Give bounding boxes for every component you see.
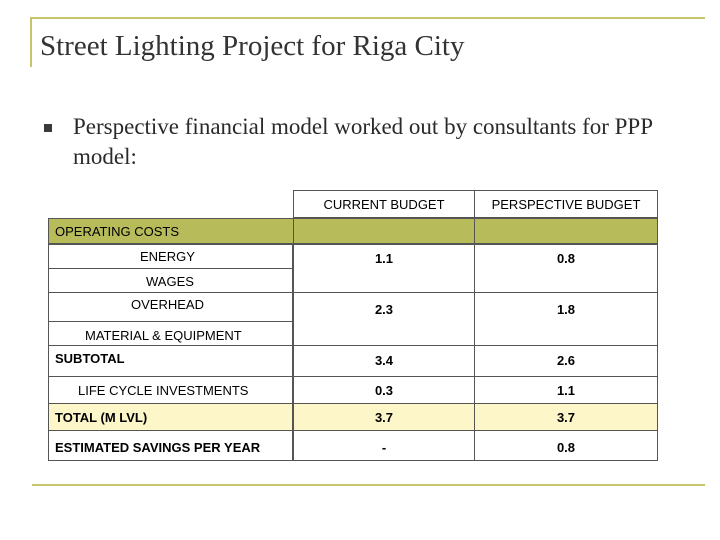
overhead-perspective-cell [474, 292, 658, 346]
total-perspective-value: 3.7 [556, 410, 576, 425]
header-perspective-label: PERSPECTIVE BUDGET [491, 197, 641, 212]
savings-current-value: - [381, 440, 387, 455]
overhead-current-value: 2.3 [374, 302, 394, 317]
savings-label: ESTIMATED SAVINGS PER YEAR [55, 440, 261, 455]
wages-label: WAGES [146, 274, 194, 289]
overhead-current-cell [293, 292, 475, 346]
energy-perspective-value: 0.8 [556, 251, 576, 266]
section-current [293, 218, 475, 244]
slide-title: Street Lighting Project for Riga City [40, 30, 465, 62]
overhead-perspective-value: 1.8 [556, 302, 576, 317]
energy-label: ENERGY [140, 249, 195, 264]
energy-current-value: 1.1 [374, 251, 394, 266]
subtotal-label: SUBTOTAL [55, 351, 125, 366]
total-label: TOTAL (M LVL) [55, 410, 148, 425]
top-rule [30, 17, 705, 19]
bullet-text: Perspective financial model worked out by consultants for PPP model: [73, 114, 653, 169]
header-current-label: CURRENT BUDGET [323, 197, 445, 212]
bottom-rule [32, 484, 705, 486]
lifecycle-label: LIFE CYCLE INVESTMENTS [78, 383, 249, 398]
bullet-square-icon [44, 124, 52, 132]
left-rule [30, 17, 32, 67]
total-current-value: 3.7 [374, 410, 394, 425]
subtotal-current-value: 3.4 [374, 353, 394, 368]
subtotal-perspective-value: 2.6 [556, 353, 576, 368]
material-label: MATERIAL & EQUIPMENT [85, 328, 242, 343]
lifecycle-perspective-value: 1.1 [556, 383, 576, 398]
savings-perspective-value: 0.8 [556, 440, 576, 455]
overhead-label: OVERHEAD [131, 297, 204, 312]
section-label: OPERATING COSTS [55, 224, 179, 239]
lifecycle-current-value: 0.3 [374, 383, 394, 398]
